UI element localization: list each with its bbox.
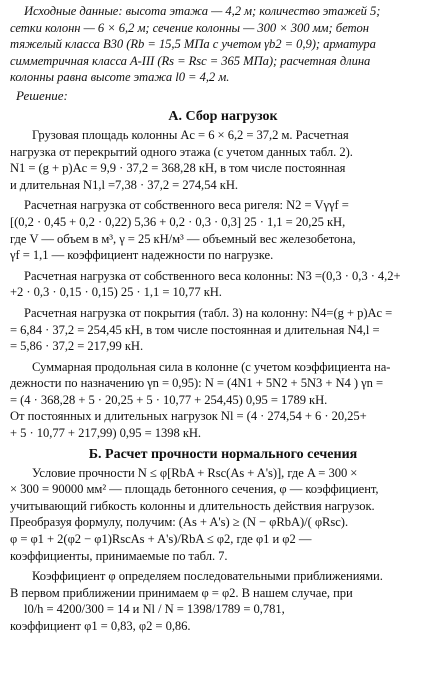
section-a-paragraph-5 [10,359,436,442]
text-line: Преобразуя формулу, получим: (As + A's) ≥ (N − φRbA)/( φRsc). [10,515,349,530]
text-line: + 5 · 10,77 + 217,99) 0,95 = 1398 кН. [10,426,202,441]
text-line: и длительная N1,l =7,38 · 37,2 = 274,54 кН. [10,177,238,192]
text-line: l0/h = 4200/300 = 14 и Nl / N = 1398/1789 = 0,781, [24,602,285,617]
text-line: N1 = (g + p)Ac = 9,9 · 37,2 = 368,28 кН, в том числе постоянная [10,161,346,176]
text-line: В первом приближении принимаем φ = φ2. В нашем случае, при [10,585,353,600]
text-line: = 5,86 · 37,2 = 217,99 кН. [10,339,144,354]
text-line: Расчетная нагрузка от покрытия (табл. 3) на колонну: N4=(g + p)Ac = [24,305,393,320]
text-line: Коэффициент φ определяем последовательными приближениями. [32,569,383,584]
text-line: коэффициент φ1 = 0,83, φ2 = 0,86. [10,619,191,633]
text-line: Условие прочности N ≤ φ[RbA + Rsc(As + A's)], где A = 300 × [32,465,358,480]
section-a-paragraph-4 [10,305,436,355]
text-line: коэффициенты, принимаемые по табл. 7. [10,548,228,563]
text-line: От постоянных и длительных нагрузок Nl = (4 · 274,54 + 6 · 20,25+ [10,409,367,424]
text-line: Расчетная нагрузка от собственного веса ригеля: N2 = Vγγf = [24,198,349,213]
section-a-paragraph-2 [10,197,436,263]
text-line: нагрузка от перекрытий одного этажа (с учетом данных табл. 2). [10,144,353,159]
intro-line: колонны равна высоте этажа l0 = 4,2 м. [10,70,230,85]
intro-line: симметричная класса A-III (Rs = Rsc = 365 МПа); расчетная длина [10,53,371,68]
section-b-paragraph-1 [10,465,436,565]
text-line: [(0,2 · 0,45 + 0,2 · 0,22) 5,36 + 0,2 · 0,3 · 0,3] 25 · 1,1 = 20,25 кН, [10,214,346,229]
text-line: учитывающий гибкость колонны и длительность действия нагрузок. [10,498,375,513]
section-a-paragraph-1 [10,127,436,193]
text-line: γf = 1,1 — коэффициент надежности по нагрузке. [10,248,274,263]
text-line: φ = φ1 + 2(φ2 − φ1)RscAs + A's)/RbA ≤ φ2, где φ1 и φ2 — [10,532,312,547]
text-line: Суммарная продольная сила в колонне (с учетом коэффициента на- [32,359,391,374]
section-a-heading: А. Сбор нагрузок [168,108,278,124]
text-line: × 300 = 90000 мм² — площадь бетонного сечения, φ — коэффициент, [10,482,379,497]
text-line: где V — объем в м³, γ = 25 кН/м³ — объемный вес железобетона, [10,231,356,246]
text-line: Расчетная нагрузка от собственного веса колонны: N3 =(0,3 · 0,3 · 4,2+ [24,268,401,283]
text-line: = (4 · 368,28 + 5 · 20,25 + 5 · 10,77 + 254,45) 0,95 = 1789 кН. [10,392,328,407]
intro-line: сетки колонн — 6 × 6,2 м; сечение колонны — 300 × 300 мм; бетон [10,20,369,35]
section-b-heading: Б. Расчет прочности нормального сечения [88,446,358,462]
intro-line: Исходные данные: высота этажа — 4,2 м; количество этажей 5; [24,4,381,18]
text-line: Грузовая площадь колонны Ac = 6 × 6,2 = 37,2 м. Расчетная [32,127,349,142]
text-line: дежности по назначению γn = 0,95): N = (4N1 + 5N2 + 5N3 + N4 ) γn = [10,376,384,391]
intro-line: тяжелый класса B30 (Rb = 15,5 МПа с учетом γb2 = 0,9); арматура [10,37,376,52]
solution-label: Решение: [16,87,68,103]
text-line: +2 · 0,3 · 0,15 · 0,15) 25 · 1,1 = 10,77 кН. [10,285,222,300]
intro-paragraph [10,3,436,86]
section-b-paragraph-2 [10,568,436,634]
section-a-paragraph-3 [10,268,436,301]
text-line: = 6,84 · 37,2 = 254,45 кН, в том числе постоянная и длительная N4,l = [10,322,380,337]
